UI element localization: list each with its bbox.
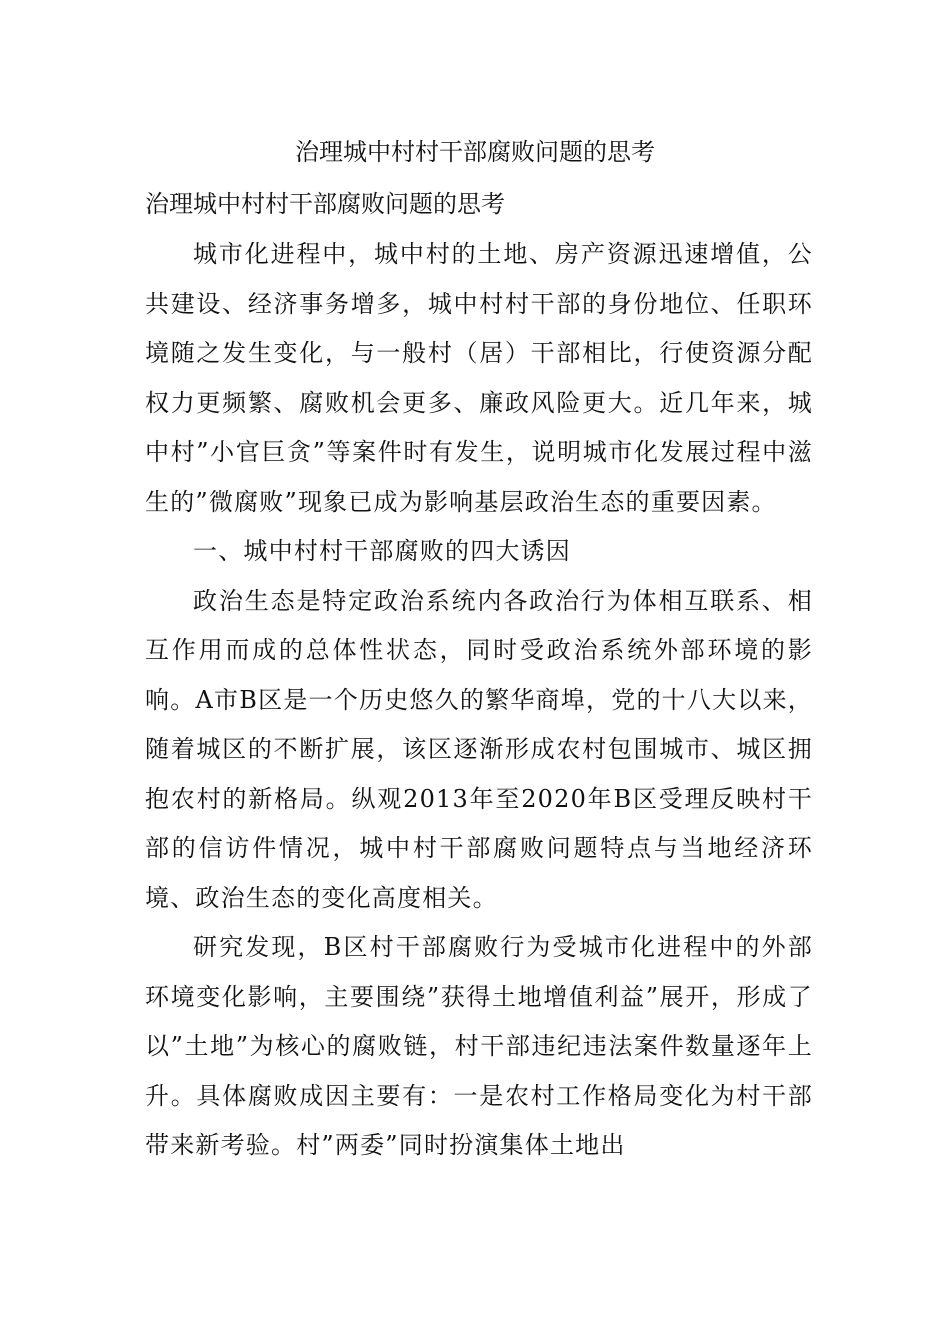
document-subtitle: 治理城中村村干部腐败问题的思考	[145, 190, 505, 218]
document-body	[145, 230, 813, 1171]
document-title: 治理城中村村干部腐败问题的思考	[295, 138, 655, 166]
paragraph-political-ecology: 政治生态是特定政治系统内各政治行为体相互联系、相互作用而成的总体性状态，同时受政治系统外部环境的影响。A市B区是一个历史悠久的繁华商埠，党的十八大以来，随着城区的不断扩展，该区逐渐形成农村包围城市、城区拥抱农村的新格局。纵观2013年至2020年B区受理反映村干部的信访件情况，城中村干部腐败问题特点与当地经济环境、政治生态的变化高度相关。	[145, 586, 813, 912]
section-heading-causes: 一、城中村村干部腐败的四大诱因	[193, 537, 571, 565]
paragraph-research-findings: 研究发现，B区村干部腐败行为受城市化进程中的外部环境变化影响，主要围绕”获得土地增值利益”展开，形成了以”土地”为核心的腐败链，村干部违纪违法案件数量逐年上升。具体腐败成因主要有：一是农村工作格局变化为村干部带来新考验。村”两委”同时扮演集体土地出	[145, 933, 813, 1159]
paragraph-intro: 城市化进程中，城中村的土地、房产资源迅速增值，公共建设、经济事务增多，城中村村干部的身份地位、任职环境随之发生变化，与一般村（居）干部相比，行使资源分配权力更频繁、腐败机会更多、廉政风险更大。近几年来，城中村”小官巨贪”等案件时有发生，说明城市化发展过程中滋生的”微腐败”现象已成为影响基层政治生态的重要因素。	[145, 240, 813, 516]
